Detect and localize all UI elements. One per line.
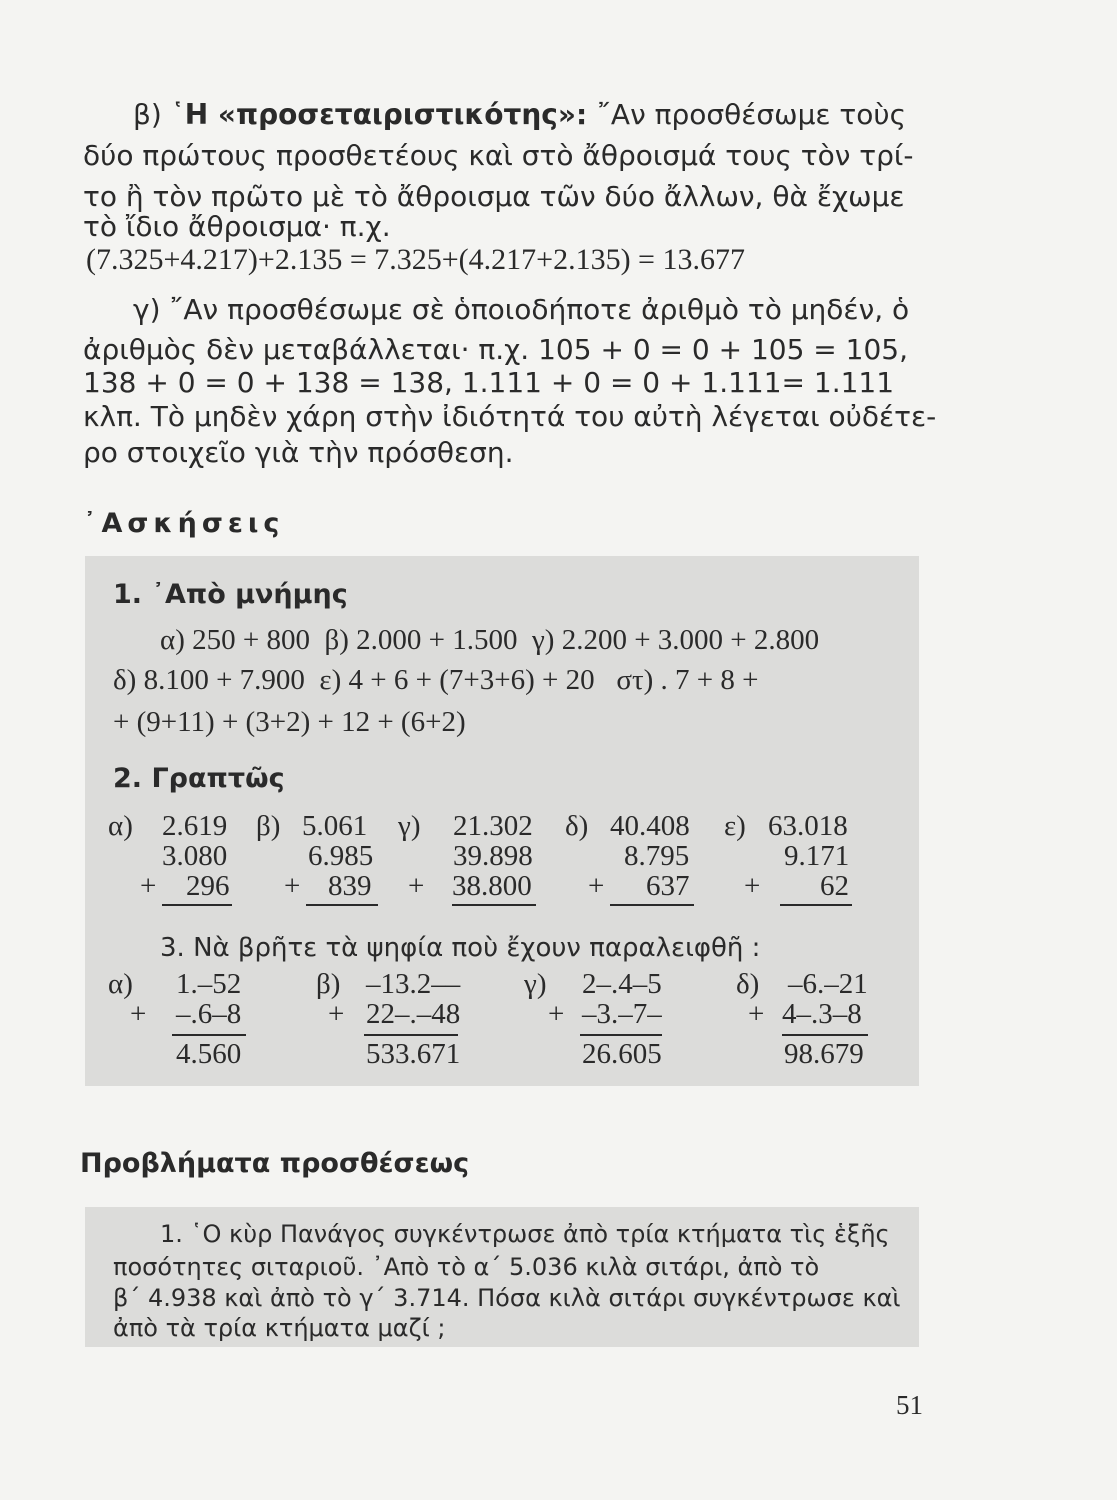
paragraph-b-line-1 (133, 98, 906, 132)
sum-value: 98.679 (784, 1038, 864, 1070)
addend-3: 62 (820, 870, 849, 902)
sum-rule (610, 904, 694, 906)
paragraph-c-line-4: κλπ. Τὸ μηδὲν χάρη στὴν ἰδιότητά του αὐτὴ λέγεται οὐδέτε- (83, 400, 937, 433)
problem-1-line-4: ἀπὸ τὰ τρία κτήματα μαζί ; (113, 1314, 446, 1342)
problem-label: δ) (736, 968, 760, 1000)
addend-2: 8.795 (624, 840, 690, 872)
addend-3: 839 (328, 870, 372, 902)
sum-rule (780, 904, 852, 906)
exercises-heading: ᾿Ασκήσεις (83, 508, 285, 539)
problem-label: α) (108, 968, 133, 1000)
plus-sign: + (744, 870, 761, 902)
sum-value: 533.671 (366, 1038, 461, 1070)
problem-label: γ) (524, 968, 547, 1000)
plus-sign: + (284, 870, 301, 902)
problems-heading: Προβλήματα προσθέσεως (80, 1148, 470, 1179)
addend-1: 2.619 (162, 810, 228, 842)
sum-value: 4.560 (176, 1038, 242, 1070)
plus-sign: + (130, 998, 147, 1030)
property-title: ῾Η «προσεταιριστικότης»: (170, 98, 597, 131)
paragraph-b-line-2: δύο πρώτους προσθετέους καὶ στὸ ἄθροισμά τους τὸν τρί- (83, 139, 914, 172)
plus-sign: + (588, 870, 605, 902)
section-2-title: 2. Γραπτῶς (113, 763, 285, 794)
addend-2: 39.898 (453, 840, 533, 872)
addend-2: 3.080 (162, 840, 228, 872)
addend-2: –.6–8 (176, 998, 242, 1030)
item-label: β) (133, 98, 171, 131)
addend-1: –6.–21 (788, 968, 868, 1000)
addend-2: 22–.–48 (366, 998, 461, 1030)
section-1-line-1: α) 250 + 800 β) 2.000 + 1.500 γ) 2.200 + 3.000 + 2.800 (160, 624, 820, 656)
addend-2: –3.–7– (582, 998, 662, 1030)
section-3-title: 3. Νὰ βρῆτε τὰ ψηφία ποὺ ἔχουν παραλειφθῆ : (160, 933, 761, 963)
addend-3: 38.800 (452, 870, 532, 902)
plus-sign: + (408, 870, 425, 902)
problem-label: δ) (565, 810, 589, 842)
problem-label: β) (316, 968, 341, 1000)
plus-sign: + (328, 998, 345, 1030)
problem-1-line-3: β΄ 4.938 καὶ ἀπὸ τὸ γ΄ 3.714. Πόσα κιλὰ σιτάρι συγκέντρωσε καὶ (113, 1284, 901, 1312)
section-1-line-2: δ) 8.100 + 7.900 ε) 4 + 6 + (7+3+6) + 20 στ) . 7 + 8 + (113, 664, 759, 696)
addend-1: 40.408 (610, 810, 690, 842)
section-1-line-3: + (9+11) + (3+2) + 12 + (6+2) (113, 706, 466, 738)
problem-label: α) (108, 810, 133, 842)
section-1-title: 1. ᾿Απὸ μνήμης (113, 579, 348, 610)
sum-rule (172, 1034, 246, 1036)
addend-1: 63.018 (768, 810, 848, 842)
problem-label: ε) (724, 810, 746, 842)
problem-label: γ) (398, 810, 421, 842)
paragraph-c-line-5: ρο στοιχεῖο γιὰ τὴν πρόσθεση. (83, 436, 514, 469)
problem-label: β) (256, 810, 281, 842)
sum-rule (452, 904, 536, 906)
problem-1-line-2: ποσότητες σιταριοῦ. ᾿Απὸ τὸ α΄ 5.036 κιλὰ σιτάρι, ἀπὸ τὸ (113, 1253, 820, 1281)
sum-rule (364, 1034, 458, 1036)
plus-sign: + (748, 998, 765, 1030)
addend-1: 21.302 (453, 810, 533, 842)
sum-rule (580, 1034, 662, 1036)
plus-sign: + (140, 870, 157, 902)
addend-2: 6.985 (308, 840, 374, 872)
sum-rule (306, 904, 378, 906)
sum-rule (162, 904, 232, 906)
addend-1: 1.–52 (176, 968, 242, 1000)
paragraph-c-line-2: ἀριθμὸς δὲν μεταβάλλεται· π.χ. 105 + 0 = 0 + 105 = 105, (83, 333, 909, 366)
addend-3: 296 (186, 870, 230, 902)
problem-1-line-1: 1. ῾Ο κὺρ Πανάγος συγκέντρωσε ἀπὸ τρία κτήματα τὶς ἑξῆς (160, 1220, 890, 1248)
text-fragment: ῎Αν προσθέσωμε τοὺς (596, 98, 907, 131)
addend-1: 5.061 (302, 810, 368, 842)
addend-2: 9.171 (784, 840, 850, 872)
paragraph-b-line-4: τὸ ἴδιο ἄθροισμα· π.χ. (83, 210, 391, 243)
sum-rule (782, 1034, 868, 1036)
paragraph-b-line-3: το ἢ τὸν πρῶτο μὲ τὸ ἄθροισμα τῶν δύο ἄλλων, θὰ ἔχωμε (83, 180, 905, 213)
paragraph-c-line-1: γ) ῎Αν προσθέσωμε σὲ ὁποιοδήποτε ἀριθμὸ τὸ μηδέν, ὁ (133, 293, 910, 326)
paragraph-c-line-3: 138 + 0 = 0 + 138 = 138, 1.111 + 0 = 0 + 1.111= 1.111 (83, 366, 895, 399)
associativity-formula: (7.325+4.217)+2.135 = 7.325+(4.217+2.135) = 13.677 (86, 243, 745, 276)
addend-1: 2–.4–5 (582, 968, 662, 1000)
sum-value: 26.605 (582, 1038, 662, 1070)
addend-1: –13.2–– (366, 968, 461, 1000)
addend-3: 637 (646, 870, 690, 902)
addend-2: 4–.3–8 (782, 998, 862, 1030)
plus-sign: + (548, 998, 565, 1030)
page-number: 51 (896, 1390, 923, 1420)
